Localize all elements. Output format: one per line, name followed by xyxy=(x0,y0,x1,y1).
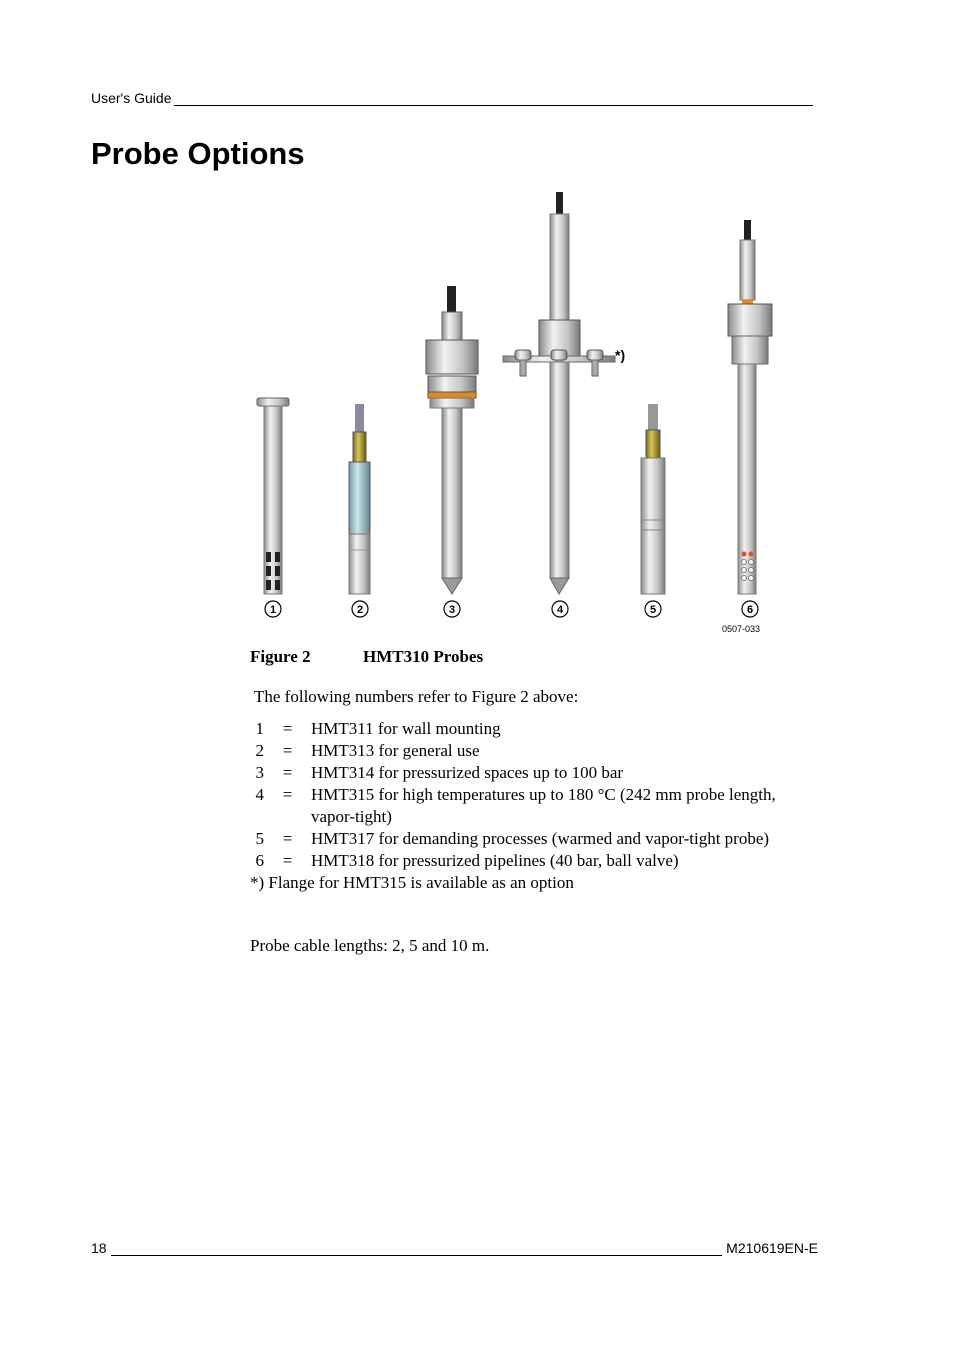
header-text: User's Guide xyxy=(91,90,172,106)
probe-figure xyxy=(245,190,775,640)
probe-6 xyxy=(728,220,772,594)
header-rule xyxy=(174,92,813,106)
page-title: Probe Options xyxy=(91,136,305,171)
svg-text:6: 6 xyxy=(746,604,754,616)
list-item: 5 = HMT317 for demanding processes (warmed and vapor-tight probe) xyxy=(255,829,770,848)
svg-text:1: 1 xyxy=(269,604,277,616)
probe-3 xyxy=(426,286,478,594)
marker-5 xyxy=(645,601,661,617)
probe-2 xyxy=(349,404,370,594)
flange-footnote-mark: *) xyxy=(615,347,626,363)
intro-text: The following numbers refer to Figure 2 above: xyxy=(254,687,579,706)
list-item: 6 = HMT318 for pressurized pipelines (40 bar, ball valve) xyxy=(255,851,679,870)
svg-text:5: 5 xyxy=(649,604,657,616)
svg-text:3: 3 xyxy=(448,604,456,616)
marker-2 xyxy=(352,601,368,617)
figure-code: 0507-033 xyxy=(722,624,761,634)
figure-caption xyxy=(250,647,483,667)
flange-screw-right xyxy=(587,350,603,376)
list-item: 1 = HMT311 for wall mounting xyxy=(255,719,501,738)
flange-screw-left xyxy=(515,350,531,376)
footer-rule xyxy=(111,1242,723,1256)
page-footer xyxy=(91,1240,818,1256)
probe-list xyxy=(250,718,810,894)
page-header xyxy=(91,90,813,106)
probe-5 xyxy=(641,404,665,594)
caption-number: Figure 2 xyxy=(250,647,311,666)
page-number: 18 xyxy=(91,1240,107,1256)
list-item: 3 = HMT314 for pressurized spaces up to 100 bar xyxy=(255,763,624,782)
marker-6 xyxy=(742,601,758,617)
svg-text:2: 2 xyxy=(356,604,364,616)
flange-footnote: *) Flange for HMT315 is available as an option xyxy=(250,873,574,892)
marker-4 xyxy=(552,601,568,617)
probe-illustration xyxy=(245,190,775,640)
list-item: 2 = HMT313 for general use xyxy=(255,741,480,760)
document-code: M210619EN-E xyxy=(726,1240,818,1256)
marker-1 xyxy=(265,601,281,617)
probe-1 xyxy=(257,398,289,594)
caption-title: HMT310 Probes xyxy=(363,647,484,666)
cable-lengths: Probe cable lengths: 2, 5 and 10 m. xyxy=(250,936,490,955)
marker-3 xyxy=(444,601,460,617)
list-item: 4 = HMT315 for high temperatures up to 180 °C (242 mm probe length, vapor-tight) xyxy=(255,785,776,826)
probe-4 xyxy=(503,192,615,594)
svg-text:4: 4 xyxy=(556,604,564,616)
